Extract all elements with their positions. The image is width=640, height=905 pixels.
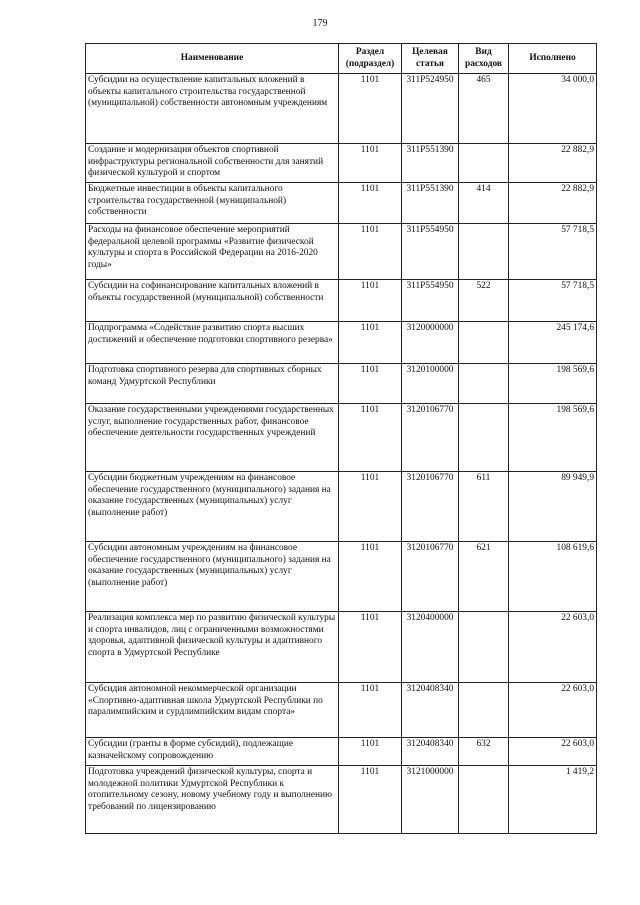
row-executed: 89 949,9	[509, 472, 597, 542]
table-row	[86, 183, 597, 224]
row-name: Реализация комплекса мер по развитию физической культуры и спорта инвалидов, лиц с ограниченными возможностями здоровья, адаптивной физической культуры и адаптивного спорта в Удмуртской Республике	[86, 612, 339, 683]
row-exp-type	[459, 322, 509, 364]
header-article: Целевая статья	[402, 44, 459, 74]
header-section: Раздел (подраздел)	[339, 44, 402, 74]
row-section: 1101	[339, 472, 402, 542]
row-exp-type: 621	[459, 542, 509, 612]
row-article: 3120106770	[402, 472, 459, 542]
row-executed: 22 603,0	[509, 612, 597, 683]
row-name: Бюджетные инвестиции в объекты капитального строительства государственной (муниципальной) собственности	[86, 183, 339, 224]
row-article: 3120100000	[402, 364, 459, 404]
row-article: 3120408340	[402, 738, 459, 766]
row-name: Субсидии автономным учреждениям на финансовое обеспечение государственного (муниципального) задания на оказание государственных (муниципальных) услуг (выполнение работ)	[86, 542, 339, 612]
row-exp-type: 465	[459, 74, 509, 144]
row-section: 1101	[339, 364, 402, 404]
row-name: Создание и модернизация объектов спортивной инфраструктуры региональной собственности для занятий физической культурой и спортом	[86, 144, 339, 183]
row-name: Подпрограмма «Содействие развитию спорта высших достижений и обеспечение подготовки спортивного резерва»	[86, 322, 339, 364]
row-executed: 57 718,5	[509, 280, 597, 322]
row-name: Оказание государственными учреждениями государственных услуг, выполнение государственных работ, финансовое обеспечение деятельности государственных учреждений	[86, 404, 339, 472]
table-row	[86, 74, 597, 144]
table-row	[86, 472, 597, 542]
row-exp-type	[459, 683, 509, 738]
row-name: Субсидии на софинансирование капитальных вложений в объекты государственной (муниципальной) собственности	[86, 280, 339, 322]
row-executed: 22 882,9	[509, 183, 597, 224]
page-number: 179	[312, 18, 328, 29]
row-executed: 57 718,5	[509, 224, 597, 280]
row-name: Расходы на финансовое обеспечение мероприятий федеральной целевой программы «Развитие физической культуры и спорта в Российской Федерации на 2016-2020 годы»	[86, 224, 339, 280]
row-section: 1101	[339, 766, 402, 834]
row-section: 1101	[339, 404, 402, 472]
header-executed: Исполнено	[509, 44, 597, 74]
header-name: Наименование	[86, 44, 339, 74]
row-executed: 198 569,6	[509, 364, 597, 404]
row-executed: 34 000,0	[509, 74, 597, 144]
row-executed: 22 882,9	[509, 144, 597, 183]
row-article: 3120000000	[402, 322, 459, 364]
table-row	[86, 280, 597, 322]
table-row	[86, 766, 597, 834]
row-section: 1101	[339, 74, 402, 144]
row-name: Подготовка учреждений физической культуры, спорта и молодежной политики Удмуртской Республики к отопительному сезону, новому учебному году и выполнению требований по лицензированию	[86, 766, 339, 834]
row-exp-type: 414	[459, 183, 509, 224]
row-article: 311P524950	[402, 74, 459, 144]
row-name: Субсидии (гранты в форме субсидий), подлежащие казначейскому сопровождению	[86, 738, 339, 766]
row-executed: 198 569,6	[509, 404, 597, 472]
table-row	[86, 144, 597, 183]
row-exp-type	[459, 144, 509, 183]
table-row	[86, 542, 597, 612]
row-executed: 22 603,0	[509, 683, 597, 738]
budget-table	[85, 43, 597, 834]
row-section: 1101	[339, 612, 402, 683]
row-section: 1101	[339, 224, 402, 280]
row-exp-type: 522	[459, 280, 509, 322]
row-name: Субсидия автономной некоммерческой организации «Спортивно-адаптивная школа Удмуртской Республики по паралимпийским и сурдлимпийским видам спорта»	[86, 683, 339, 738]
table-header-row	[86, 44, 597, 74]
table-row	[86, 364, 597, 404]
row-executed: 22 603,0	[509, 738, 597, 766]
row-section: 1101	[339, 322, 402, 364]
row-executed: 245 174,6	[509, 322, 597, 364]
row-section: 1101	[339, 280, 402, 322]
row-article: 3121000000	[402, 766, 459, 834]
row-article: 3120106770	[402, 542, 459, 612]
row-exp-type	[459, 224, 509, 280]
table-row	[86, 612, 597, 683]
table-row	[86, 404, 597, 472]
row-section: 1101	[339, 183, 402, 224]
row-article: 3120408340	[402, 683, 459, 738]
table-row	[86, 322, 597, 364]
row-name: Подготовка спортивного резерва для спортивных сборных команд Удмуртской Республики	[86, 364, 339, 404]
row-exp-type	[459, 404, 509, 472]
row-article: 3120400000	[402, 612, 459, 683]
row-exp-type	[459, 364, 509, 404]
row-article: 3120106770	[402, 404, 459, 472]
table-row	[86, 683, 597, 738]
row-section: 1101	[339, 542, 402, 612]
row-executed: 108 619,6	[509, 542, 597, 612]
row-name: Субсидии бюджетным учреждениям на финансовое обеспечение государственного (муниципального) задания на оказание государственных (муниципальных) услуг (выполнение работ)	[86, 472, 339, 542]
row-executed: 1 419,2	[509, 766, 597, 834]
row-section: 1101	[339, 738, 402, 766]
row-article: 311P554950	[402, 280, 459, 322]
row-exp-type	[459, 612, 509, 683]
row-exp-type: 611	[459, 472, 509, 542]
table-row	[86, 224, 597, 280]
row-exp-type: 632	[459, 738, 509, 766]
row-article: 311P554950	[402, 224, 459, 280]
row-article: 311P551390	[402, 183, 459, 224]
row-section: 1101	[339, 683, 402, 738]
row-name: Субсидии на осуществление капитальных вложений в объекты капитального строительства государственной (муниципальной) собственности автономным учреждениям	[86, 74, 339, 144]
row-exp-type	[459, 766, 509, 834]
row-section: 1101	[339, 144, 402, 183]
row-article: 311P551390	[402, 144, 459, 183]
header-exp-type: Вид расходов	[459, 44, 509, 74]
table-row	[86, 738, 597, 766]
